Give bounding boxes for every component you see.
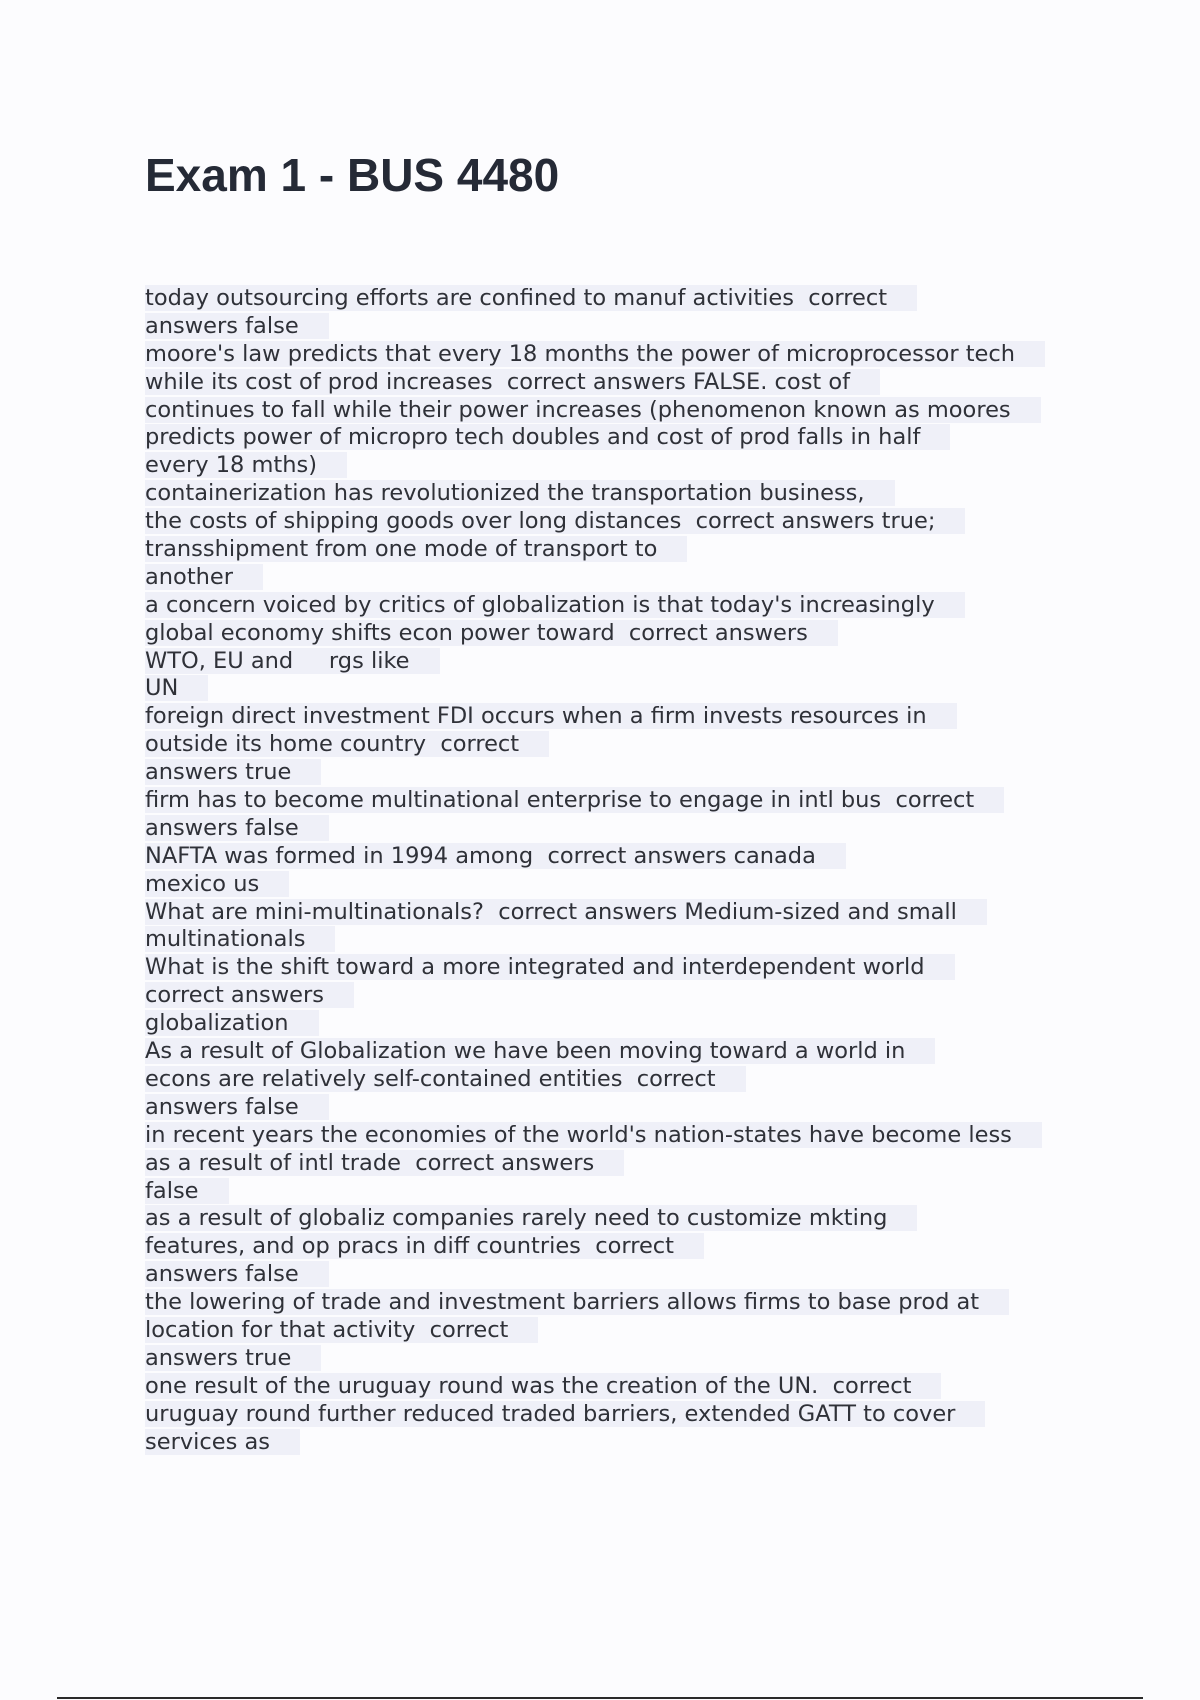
text-line [145, 1066, 1095, 1094]
text-line [145, 592, 1095, 620]
text-line [145, 1373, 1095, 1401]
text-line-content: a concern voiced by critics of globalization is that today's increasingly [145, 592, 965, 618]
document-title: Exam 1 - BUS 4480 [145, 149, 560, 201]
text-line-content: features, and op pracs in diff countries correct [145, 1233, 704, 1259]
text-line [145, 843, 1095, 871]
text-line [145, 1261, 1095, 1289]
text-line-content: today outsourcing efforts are confined to manuf activities correct [145, 285, 917, 311]
text-line-content: foreign direct investment FDI occurs when a firm invests resources in [145, 703, 957, 729]
text-line [145, 954, 1095, 982]
text-line-content: the costs of shipping goods over long distances correct answers true; [145, 508, 965, 534]
text-line-content: answers false [145, 815, 329, 841]
text-line [145, 341, 1095, 369]
text-line [145, 424, 1095, 452]
text-line-content: one result of the uruguay round was the creation of the UN. correct [145, 1373, 941, 1399]
text-line [145, 1205, 1095, 1233]
text-line-content: as a result of globaliz companies rarely need to customize mkting [145, 1205, 917, 1231]
text-line [145, 1010, 1095, 1038]
text-line [145, 285, 1095, 313]
text-line-content: services as [145, 1429, 300, 1455]
text-line [145, 452, 1095, 480]
text-line [145, 1150, 1095, 1178]
document-body [145, 285, 1095, 1456]
text-line-content: another [145, 564, 263, 590]
text-line-content: false [145, 1178, 229, 1204]
text-line-content: As a result of Globalization we have been moving toward a world in [145, 1038, 935, 1064]
text-line-content: continues to fall while their power increases (phenomenon known as moores [145, 397, 1041, 423]
text-line-content: answers true [145, 759, 321, 785]
text-line [145, 1429, 1095, 1457]
text-line [145, 1178, 1095, 1206]
text-line-content: the lowering of trade and investment barriers allows firms to base prod at [145, 1289, 1009, 1315]
text-line-content: transshipment from one mode of transport to [145, 536, 687, 562]
text-line-content: global economy shifts econ power toward correct answers [145, 620, 838, 646]
text-line-content: firm has to become multinational enterprise to engage in intl bus correct [145, 787, 1004, 813]
text-line-content: WTO, EU and rgs like [145, 648, 440, 674]
text-line-content: answers false [145, 313, 329, 339]
text-line [145, 899, 1095, 927]
text-line [145, 1289, 1095, 1317]
text-line-content: globalization [145, 1010, 319, 1036]
text-line-content: answers true [145, 1345, 321, 1371]
text-line [145, 1122, 1095, 1150]
text-line [145, 1317, 1095, 1345]
text-line [145, 564, 1095, 592]
text-line-content: moore's law predicts that every 18 months the power of microprocessor tech [145, 341, 1045, 367]
text-line-content: multinationals [145, 926, 335, 952]
text-line [145, 703, 1095, 731]
text-line [145, 536, 1095, 564]
text-line-content: answers false [145, 1094, 329, 1120]
text-line-content: outside its home country correct [145, 731, 549, 757]
text-line-content: predicts power of micropro tech doubles and cost of prod falls in half [145, 424, 950, 450]
text-line-content: while its cost of prod increases correct answers FALSE. cost of [145, 369, 880, 395]
text-line [145, 731, 1095, 759]
text-line-content: econs are relatively self-contained entities correct [145, 1066, 746, 1092]
text-line [145, 1233, 1095, 1261]
footer-divider [57, 1697, 1143, 1699]
text-line-content: as a result of intl trade correct answers [145, 1150, 624, 1176]
text-line [145, 620, 1095, 648]
text-line-content: correct answers [145, 982, 354, 1008]
text-line-content: location for that activity correct [145, 1317, 538, 1343]
text-line-content: UN [145, 675, 208, 701]
text-line [145, 871, 1095, 899]
text-line [145, 313, 1095, 341]
text-line [145, 648, 1095, 676]
text-line-content: containerization has revolutionized the transportation business, [145, 480, 895, 506]
text-line [145, 982, 1095, 1010]
text-line-content: NAFTA was formed in 1994 among correct answers canada [145, 843, 846, 869]
text-line [145, 508, 1095, 536]
text-line [145, 397, 1095, 425]
text-line [145, 480, 1095, 508]
text-line [145, 926, 1095, 954]
text-line [145, 759, 1095, 787]
text-line-content: every 18 mths) [145, 452, 347, 478]
text-line-content: uruguay round further reduced traded barriers, extended GATT to cover [145, 1401, 985, 1427]
text-line [145, 675, 1095, 703]
text-line [145, 815, 1095, 843]
text-line-content: in recent years the economies of the world's nation-states have become less [145, 1122, 1042, 1148]
text-line [145, 1401, 1095, 1429]
text-line-content: answers false [145, 1261, 329, 1287]
text-line-content: What is the shift toward a more integrated and interdependent world [145, 954, 955, 980]
text-line [145, 1094, 1095, 1122]
text-line-content: mexico us [145, 871, 289, 897]
text-line [145, 1345, 1095, 1373]
text-line-content: What are mini-multinationals? correct answers Medium-sized and small [145, 899, 987, 925]
text-line [145, 369, 1095, 397]
text-line [145, 1038, 1095, 1066]
text-line [145, 787, 1095, 815]
